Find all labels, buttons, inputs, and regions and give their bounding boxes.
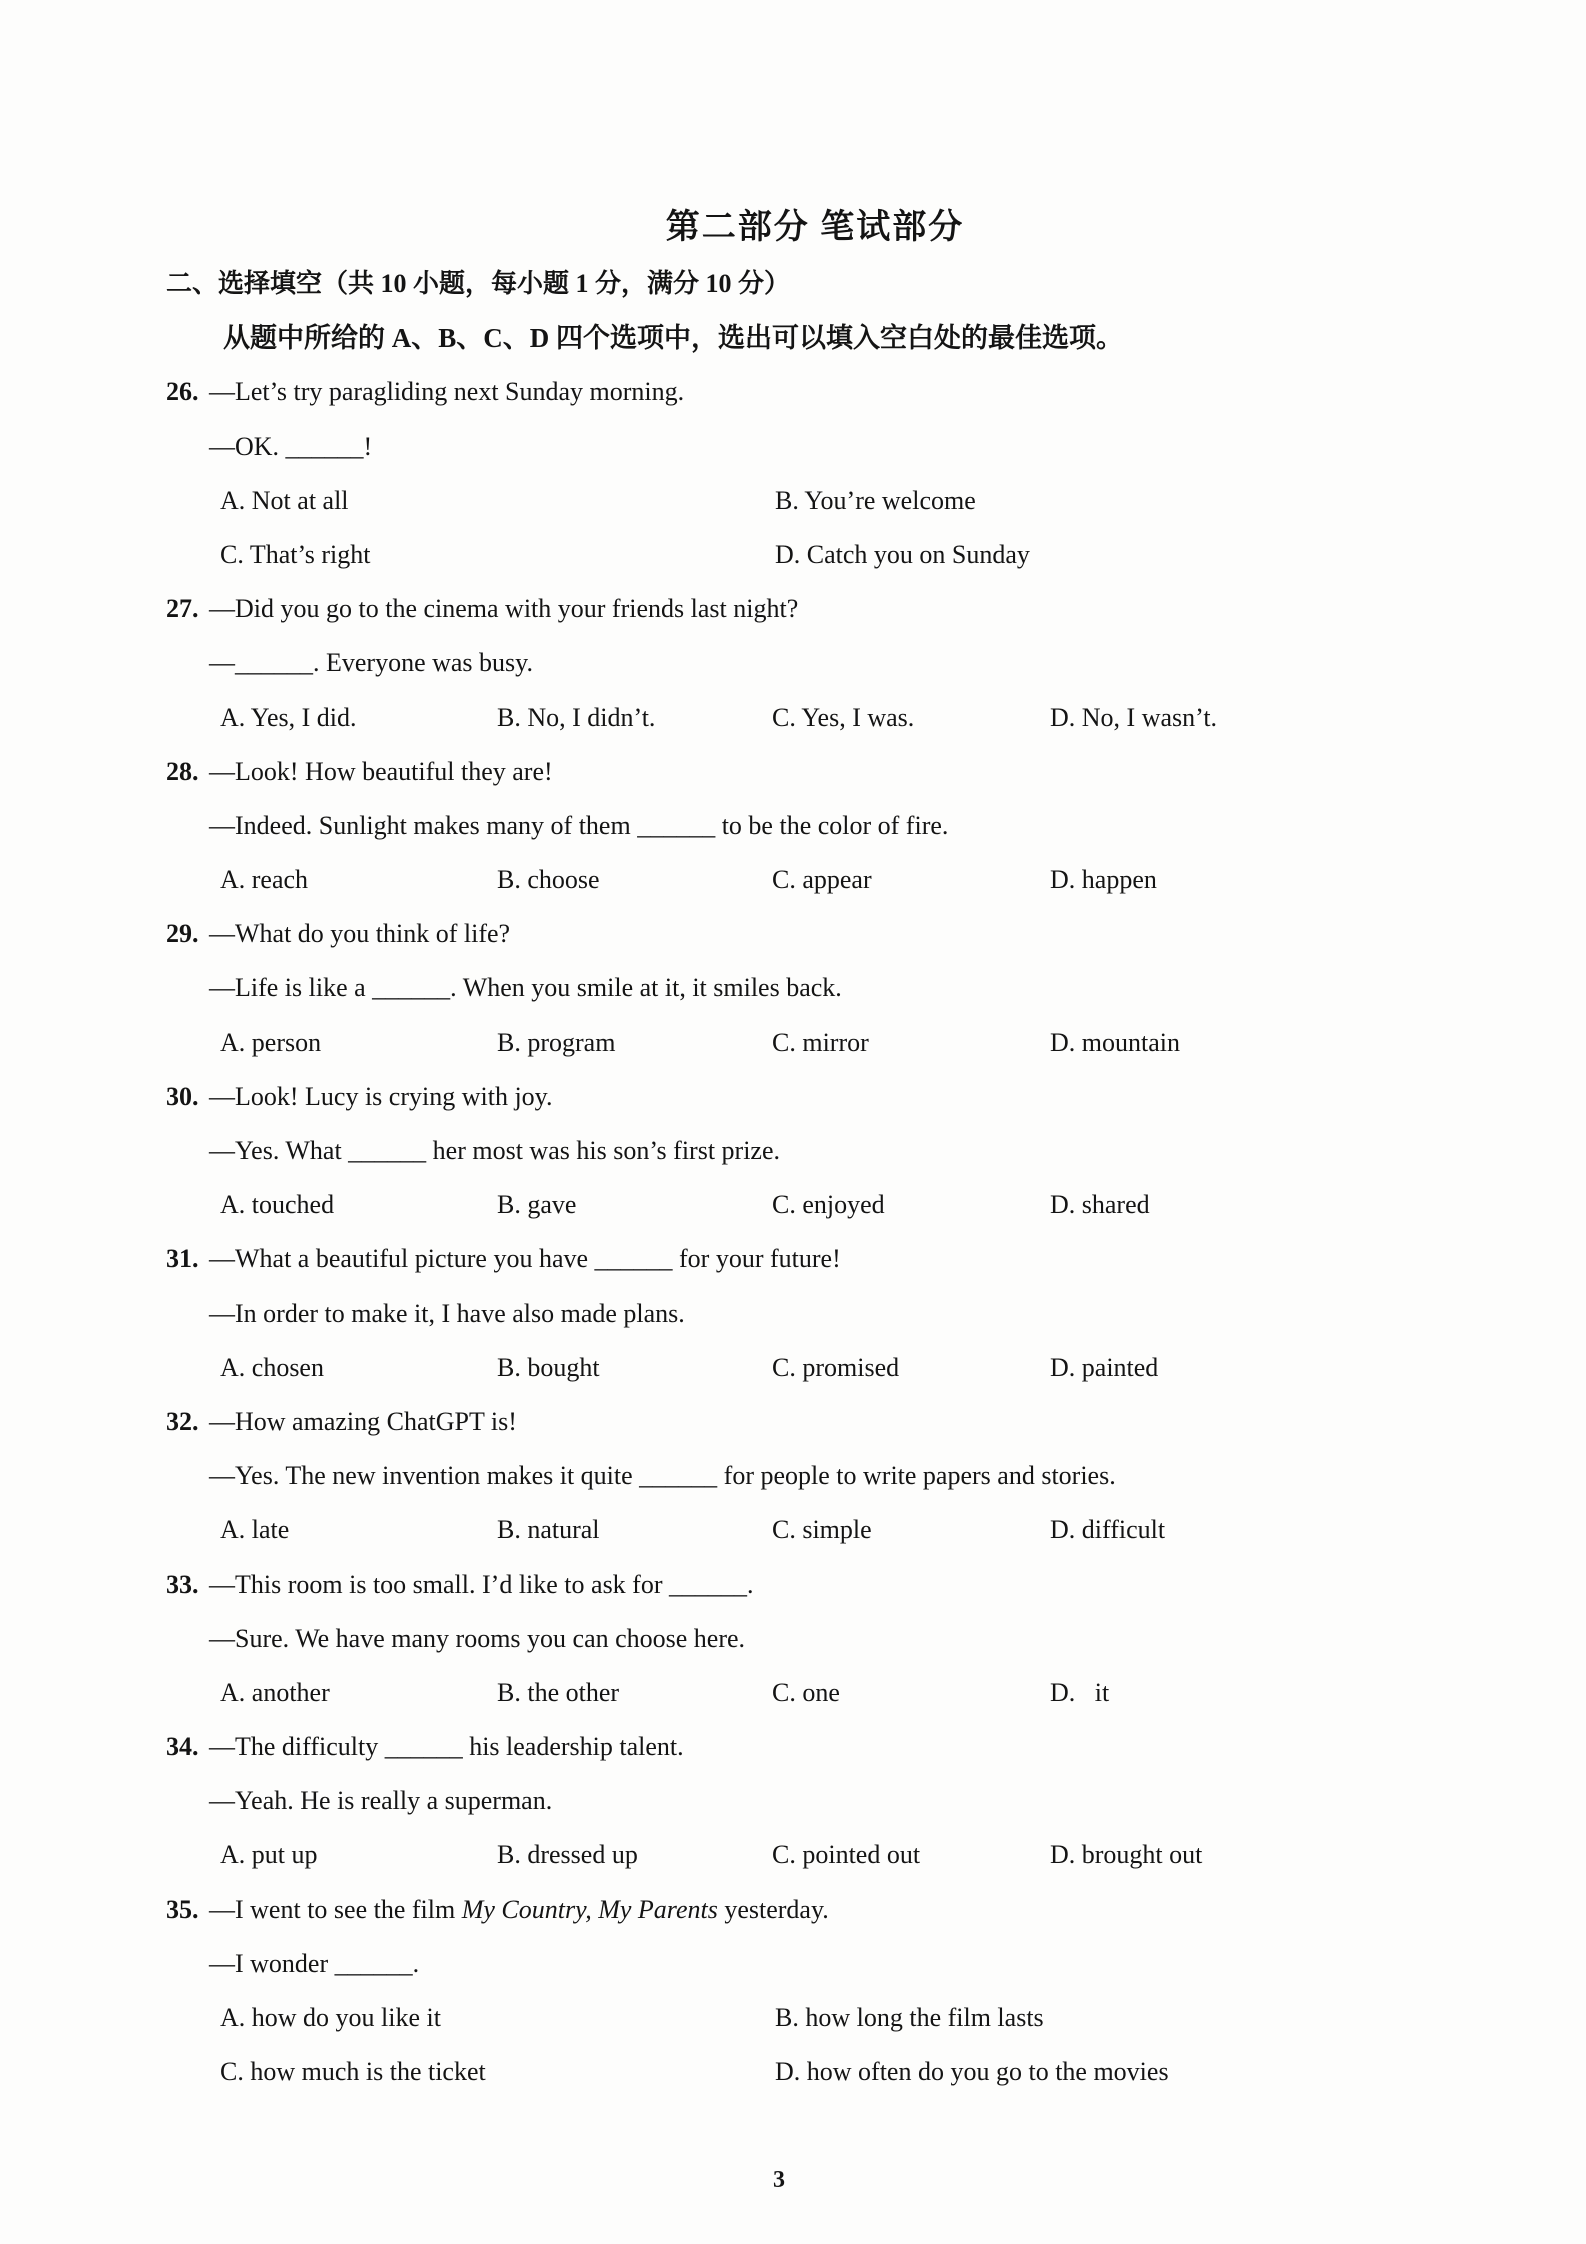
option-c: C. pointed out xyxy=(772,1840,921,1870)
option-b: B. the other xyxy=(497,1677,620,1707)
reply-text: —Indeed. Sunlight makes many of them ______ to be the color of fire. xyxy=(209,810,949,840)
option-c: C. enjoyed xyxy=(772,1190,885,1220)
question-prompt xyxy=(0,1720,1586,1774)
options-row xyxy=(0,853,1586,907)
option-c: C. simple xyxy=(772,1515,872,1545)
option-c: C. promised xyxy=(772,1352,900,1382)
options-row xyxy=(0,474,1586,528)
option-c: C. mirror xyxy=(772,1027,869,1057)
option-d: D. brought out xyxy=(1050,1840,1203,1870)
reply-text: —Sure. We have many rooms you can choose here. xyxy=(209,1623,746,1653)
reply-text: —I wonder ______. xyxy=(209,1948,420,1978)
option-c: C. Yes, I was. xyxy=(772,702,915,732)
option-d: D. Catch you on Sunday xyxy=(775,539,1030,569)
prompt-text: —What do you think of life? xyxy=(209,919,511,949)
option-d: D. it xyxy=(1050,1677,1110,1707)
options-row xyxy=(0,528,1586,582)
prompt-text: —What a beautiful picture you have ______ for your future! xyxy=(209,1244,841,1274)
question-prompt xyxy=(0,365,1586,419)
reply-text: —Life is like a ______. When you smile at it, it smiles back. xyxy=(209,973,842,1003)
prompt-text: —This room is too small. I’d like to ask for ______. xyxy=(209,1569,754,1599)
option-c: C. one xyxy=(772,1677,840,1707)
option-c: C. appear xyxy=(772,865,872,895)
section-instruction: 从题中所给的 A、B、C、D 四个选项中，选出可以填入空白处的最佳选项。 xyxy=(223,323,1124,354)
option-d: D. difficult xyxy=(1050,1515,1166,1545)
option-b: B. You’re welcome xyxy=(775,485,976,515)
question-prompt xyxy=(0,1070,1586,1124)
option-b: B. program xyxy=(497,1027,616,1057)
option-a: A. Yes, I did. xyxy=(220,702,357,732)
prompt-text: —How amazing ChatGPT is! xyxy=(209,1406,517,1436)
option-a: A. how do you like it xyxy=(220,2003,441,2032)
option-d: D. mountain xyxy=(1050,1027,1180,1057)
option-b: B. bought xyxy=(497,1352,600,1382)
option-a: A. touched xyxy=(220,1190,335,1220)
question-number: 28. xyxy=(166,756,199,786)
section-heading: 二、选择填空（共 10 小题，每小题 1 分，满分 10 分） xyxy=(166,269,791,298)
page-number: 3 xyxy=(773,2167,785,2193)
option-a: A. put up xyxy=(220,1840,318,1870)
question-35 xyxy=(0,1883,1586,2100)
question-prompt xyxy=(0,1558,1586,1612)
option-b: B. No, I didn’t. xyxy=(497,702,656,732)
question-34 xyxy=(0,1720,1586,1883)
option-d: D. how often do you go to the movies xyxy=(775,2057,1169,2087)
question-prompt xyxy=(0,745,1586,799)
question-number: 34. xyxy=(166,1732,199,1762)
prompt-text: —Look! How beautiful they are! xyxy=(209,756,553,786)
options-row xyxy=(0,1016,1586,1070)
question-30 xyxy=(0,1070,1586,1233)
question-26 xyxy=(0,365,1586,582)
question-number: 26. xyxy=(166,377,199,407)
options-row xyxy=(0,1666,1586,1720)
question-number: 30. xyxy=(166,1081,199,1111)
question-number: 35. xyxy=(166,1894,199,1924)
reply-text: —In order to make it, I have also made plans. xyxy=(209,1298,685,1328)
option-b: B. dressed up xyxy=(497,1840,638,1870)
option-d: D. shared xyxy=(1050,1190,1150,1220)
option-b: B. natural xyxy=(497,1515,600,1545)
question-31 xyxy=(0,1232,1586,1395)
options-row xyxy=(0,691,1586,745)
question-32 xyxy=(0,1395,1586,1558)
question-28 xyxy=(0,745,1586,908)
options-row xyxy=(0,1503,1586,1557)
prompt-text-end: yesterday. xyxy=(717,1894,829,1924)
reply-text: —Yes. What ______ her most was his son’s first prize. xyxy=(209,1136,781,1165)
reply-text: —______. Everyone was busy. xyxy=(209,648,533,678)
question-prompt xyxy=(0,907,1586,961)
option-a: A. another xyxy=(220,1677,330,1707)
exam-content xyxy=(0,257,1586,2099)
option-a: A. reach xyxy=(220,865,309,895)
option-c: C. how much is the ticket xyxy=(220,2057,486,2087)
question-29 xyxy=(0,907,1586,1070)
question-prompt xyxy=(0,1883,1586,1937)
question-number: 27. xyxy=(166,594,199,624)
option-a: A. person xyxy=(220,1027,322,1057)
prompt-text: —Look! Lucy is crying with joy. xyxy=(209,1081,553,1111)
options-row xyxy=(0,1178,1586,1232)
reply-text: —Yes. The new invention makes it quite ______ for people to write papers and stories. xyxy=(209,1461,1116,1491)
question-number: 32. xyxy=(166,1406,199,1436)
options-row xyxy=(0,1341,1586,1395)
options-row xyxy=(0,2045,1586,2099)
option-d: D. No, I wasn’t. xyxy=(1050,702,1218,732)
prompt-text: —Did you go to the cinema with your friends last night? xyxy=(209,594,799,624)
options-row xyxy=(0,1991,1586,2045)
prompt-text: —I went to see the film xyxy=(209,1894,462,1924)
option-a: A. late xyxy=(220,1515,290,1545)
option-d: D. happen xyxy=(1050,865,1157,895)
option-c: C. That’s right xyxy=(220,539,371,569)
option-b: B. how long the film lasts xyxy=(775,2003,1044,2032)
reply-text: —Yeah. He is really a superman. xyxy=(209,1786,553,1816)
page-title: 第二部分 笔试部分 xyxy=(665,209,965,246)
film-title: My Country, My Parents xyxy=(461,1894,718,1924)
option-b: B. choose xyxy=(497,865,600,895)
question-prompt xyxy=(0,1395,1586,1449)
option-d: D. painted xyxy=(1050,1352,1159,1382)
prompt-text: —The difficulty ______ his leadership talent. xyxy=(209,1732,684,1762)
question-33 xyxy=(0,1558,1586,1721)
prompt-text: —Let’s try paragliding next Sunday morning. xyxy=(209,377,685,407)
question-prompt xyxy=(0,1232,1586,1286)
option-b: B. gave xyxy=(497,1190,577,1220)
question-27 xyxy=(0,582,1586,745)
question-prompt xyxy=(0,582,1586,636)
option-a: A. Not at all xyxy=(220,485,349,515)
option-a: A. chosen xyxy=(220,1352,324,1382)
question-number: 31. xyxy=(166,1244,199,1274)
question-number: 33. xyxy=(166,1569,199,1599)
options-row xyxy=(0,1828,1586,1882)
reply-text: —OK. ______! xyxy=(209,431,373,461)
question-number: 29. xyxy=(166,919,199,949)
